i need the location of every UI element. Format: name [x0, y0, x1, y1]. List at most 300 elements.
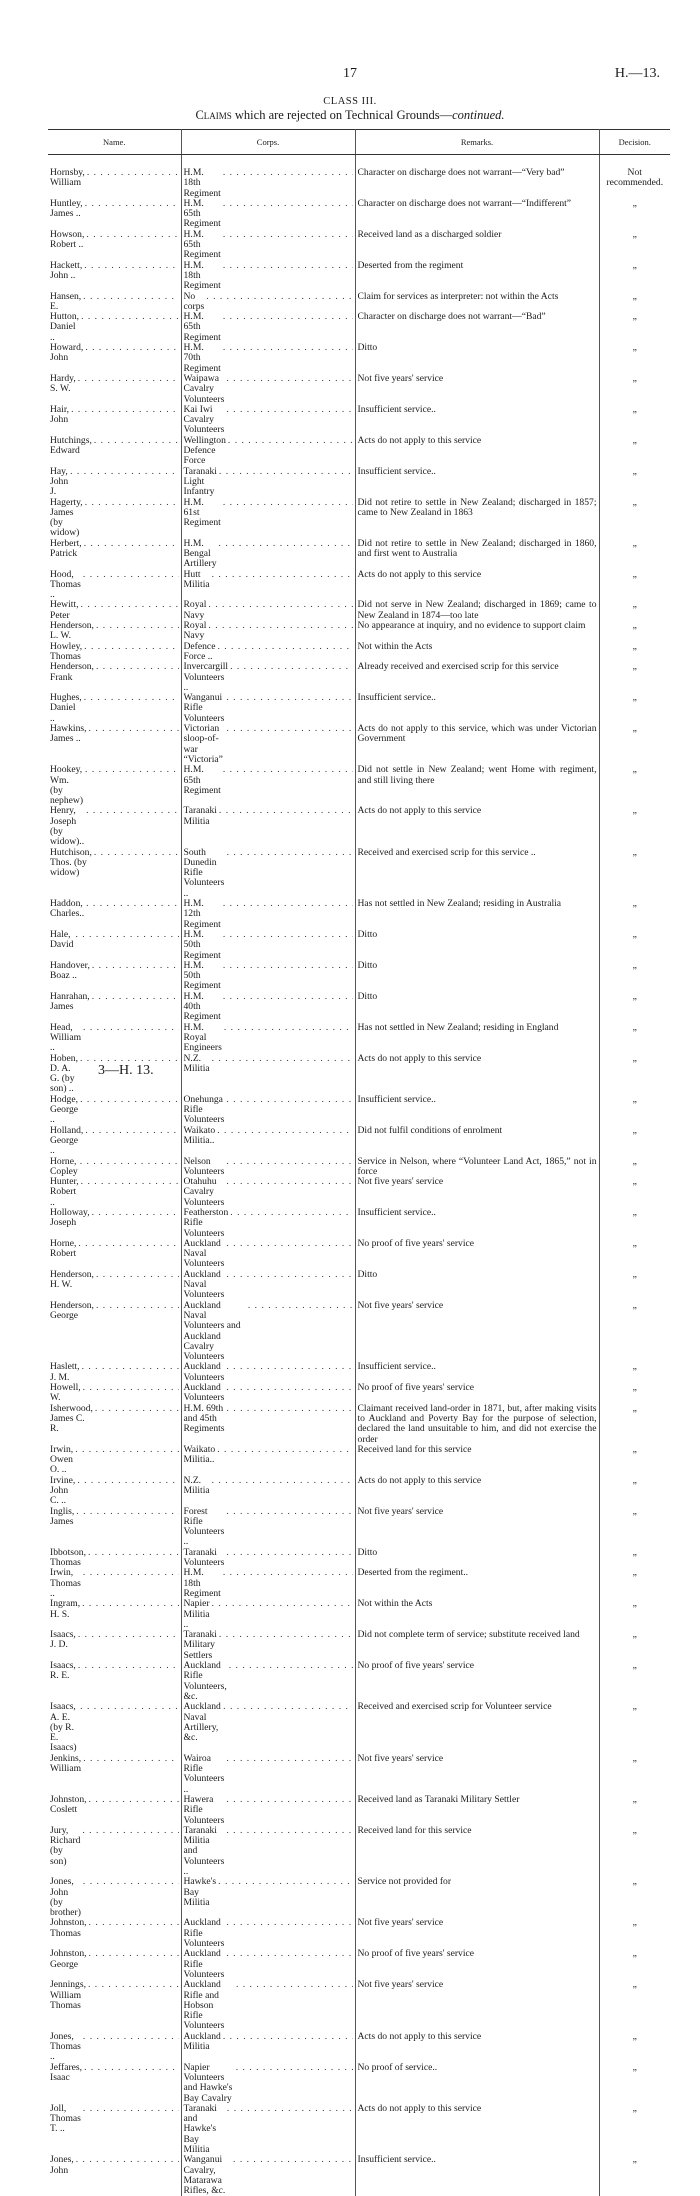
dot-leader: [81, 1568, 179, 1599]
corps-cell-text: Wanganui Rifle Volunteers: [184, 693, 225, 724]
claims-table: [48, 129, 670, 2196]
remarks-cell: Received land for this service: [355, 1826, 599, 1877]
remarks-cell: Deserted from the regiment..: [355, 1568, 599, 1599]
claimant-name: [48, 724, 181, 765]
table-row: [48, 600, 670, 621]
remarks-cell: Service not provided for: [355, 1877, 599, 1918]
table-row: [48, 992, 670, 1023]
table-body: [48, 155, 670, 2196]
dot-leader: [83, 498, 179, 539]
remarks-cell: Has not settled in New Zealand; residing in England: [355, 1023, 599, 1054]
decision-cell: „: [599, 1445, 670, 1476]
decision-cell: „: [599, 662, 670, 693]
corps-cell-text: N.Z. Militia: [184, 1054, 210, 1075]
claimant-name: [48, 1157, 181, 1178]
dot-leader: [210, 1054, 353, 1075]
claimant-name: [48, 1445, 181, 1476]
claimant-name-text: Jones, John (by brother): [50, 1877, 81, 1918]
table-row: [48, 1826, 670, 1877]
table-row: [48, 1023, 670, 1054]
decision-cell: Not recommended.: [599, 168, 670, 199]
decision-cell: „: [599, 199, 670, 230]
claimant-name-text: Horne, Copley: [50, 1157, 78, 1178]
remarks-cell: Acts do not apply to this service: [355, 2032, 599, 2063]
table-row: [48, 1949, 670, 1980]
dot-leader: [224, 1095, 352, 1126]
corps-cell-text: H.M. 50th Regiment: [184, 930, 221, 961]
remarks-cell: Service in Nelson, where “Volunteer Land Act, 1865,” not in force: [355, 1157, 599, 1178]
remarks-cell: Character on discharge does not warrant—“Very bad”: [355, 168, 599, 199]
dot-leader: [224, 1270, 352, 1301]
corps-cell: [181, 312, 355, 343]
corps-cell-text: Auckland Rifle Volunteers, &c.: [184, 1661, 227, 1702]
table-row: [48, 1702, 670, 1753]
table-row: [48, 1568, 670, 1599]
dot-leader: [224, 374, 352, 405]
claimant-name-text: Hale, David: [50, 930, 73, 951]
corps-cell: [181, 405, 355, 436]
corps-cell-text: Taranaki Volunteers: [184, 1548, 225, 1569]
claimant-name-text: Johnston, Coslett: [50, 1795, 87, 1816]
dot-leader: [76, 374, 179, 395]
claimant-name: [48, 498, 181, 539]
corps-cell-text: Auckland Rifle Volunteers: [184, 1918, 225, 1949]
claimant-name-text: Jenkins, William: [50, 1754, 81, 1775]
dot-leader: [221, 930, 353, 961]
claimant-name: [48, 1507, 181, 1548]
claimant-name: [48, 662, 181, 693]
claimant-name: [48, 312, 181, 343]
remarks-cell: Did not retire to settle in New Zealand; discharged in 1860, and first went to Australia: [355, 539, 599, 570]
corps-cell: [181, 1795, 355, 1826]
claimant-name: [48, 2104, 181, 2155]
remarks-cell: Received land as Taranaki Military Settler: [355, 1795, 599, 1826]
claimant-name: [48, 765, 181, 806]
table-row: [48, 961, 670, 992]
corps-cell: [181, 1404, 355, 1445]
table-row: [48, 1157, 670, 1178]
claimant-name: [48, 405, 181, 436]
claimant-name-text: Isherwood, James C. R.: [50, 1404, 93, 1435]
claimant-name: [48, 806, 181, 847]
corps-cell: [181, 1301, 355, 1363]
dot-leader: [224, 1754, 352, 1795]
dot-leader: [216, 1877, 352, 1908]
dot-leader: [92, 848, 179, 879]
corps-cell: [181, 1568, 355, 1599]
claimant-name-text: Henry, Joseph (by widow)..: [50, 806, 84, 847]
table-row: [48, 1548, 670, 1569]
table-row: [48, 199, 670, 230]
remarks-cell: Did not fulfil conditions of enrolment: [355, 1126, 599, 1157]
remarks-cell: Character on discharge does not warrant—“Bad”: [355, 312, 599, 343]
corps-cell-text: Otahuhu Cavalry Volunteers: [184, 1177, 225, 1208]
claimant-name-text: Hackett, John ..: [50, 261, 82, 282]
decision-cell: „: [599, 1095, 670, 1126]
dot-leader: [82, 539, 179, 560]
decision-cell: „: [599, 498, 670, 539]
claimant-name-text: Hoben, D. A. G. (by son) ..: [50, 1054, 78, 1095]
decision-cell: „: [599, 806, 670, 847]
dot-leader: [215, 1126, 352, 1147]
corps-cell-text: Hutt Militia: [184, 570, 210, 591]
decision-cell: „: [599, 2155, 670, 2196]
claimant-name-text: Isaacs, J. D.: [50, 1630, 76, 1651]
claimant-name-text: Head, William ..: [50, 1023, 81, 1054]
claimant-name: [48, 1599, 181, 1630]
corps-cell-text: Kai Iwi Cavalry Volunteers: [184, 405, 225, 436]
dot-leader: [84, 899, 178, 920]
claimant-name-text: Howard, John: [50, 343, 83, 364]
corps-cell: [181, 621, 355, 642]
decision-cell: „: [599, 312, 670, 343]
dot-leader: [85, 168, 179, 189]
claimant-name: [48, 642, 181, 663]
table-row: [48, 1270, 670, 1301]
remarks-cell: Ditto: [355, 961, 599, 992]
decision-cell: „: [599, 1476, 670, 1507]
remarks-cell: Received and exercised scrip for Volunteer service: [355, 1702, 599, 1753]
dot-leader: [76, 1630, 179, 1651]
corps-cell: [181, 292, 355, 313]
decision-cell: „: [599, 2063, 670, 2104]
claimant-name-text: Henderson, Frank: [50, 662, 94, 683]
decision-cell: „: [599, 765, 670, 806]
claimant-name-text: Hardy, S. W.: [50, 374, 76, 395]
corps-cell-text: Victorian sloop-of-war “Victoria”: [184, 724, 225, 765]
corps-cell: [181, 765, 355, 806]
claimant-name-text: Holland, George ..: [50, 1126, 83, 1157]
corps-cell-text: H.M. 65th Regiment: [184, 230, 221, 261]
claimant-name: [48, 1795, 181, 1826]
dot-leader: [228, 662, 352, 693]
table-row: [48, 662, 670, 693]
dot-leader: [80, 1362, 179, 1383]
decision-cell: „: [599, 405, 670, 436]
decision-cell: „: [599, 1023, 670, 1054]
table-row: [48, 1301, 670, 1363]
footer-signature: 3—H. 13.: [98, 1063, 154, 1079]
decision-cell: „: [599, 343, 670, 374]
corps-cell: [181, 1208, 355, 1239]
dot-leader: [69, 405, 178, 426]
claimant-name: [48, 1208, 181, 1239]
table-row: [48, 621, 670, 642]
remarks-cell: Not within the Acts: [355, 642, 599, 663]
remarks-cell: No appearance at inquiry, and no evidence to support claim: [355, 621, 599, 642]
remarks-cell: Has not settled in New Zealand; residing in Australia: [355, 899, 599, 930]
decision-cell: „: [599, 961, 670, 992]
claimant-name: [48, 1270, 181, 1301]
dot-leader: [215, 1445, 352, 1466]
decision-cell: „: [599, 1404, 670, 1445]
table-row: [48, 1383, 670, 1404]
decision-cell: „: [599, 1177, 670, 1208]
corps-cell: [181, 261, 355, 292]
claimant-name: [48, 199, 181, 230]
remarks-cell: Ditto: [355, 1548, 599, 1569]
name-column-header: Name.: [48, 130, 181, 155]
claimant-name-text: Howell, W.: [50, 1383, 81, 1404]
dot-leader: [76, 1239, 178, 1260]
dot-leader: [81, 1383, 179, 1404]
corps-cell-text: H.M. 70th Regiment: [184, 343, 221, 374]
corps-cell: [181, 498, 355, 539]
claimant-name: [48, 1630, 181, 1661]
dot-leader: [74, 2155, 179, 2176]
table-row: [48, 806, 670, 847]
remarks-cell: Acts do not apply to this service: [355, 806, 599, 847]
dot-leader: [224, 693, 352, 724]
dot-leader: [81, 2032, 179, 2063]
claimant-name: [48, 961, 181, 992]
corps-cell: [181, 1270, 355, 1301]
corps-cell: [181, 1702, 355, 1753]
claimant-name-text: Howley, Thomas: [50, 642, 82, 663]
claimant-name: [48, 693, 181, 724]
corps-cell-text: Auckland Naval Volunteers and Auckland Cavalry Volunteers: [184, 1301, 246, 1363]
dot-leader: [81, 1754, 178, 1775]
dot-leader: [217, 1630, 353, 1661]
dot-leader: [246, 1301, 353, 1363]
dot-leader: [210, 1599, 353, 1630]
corps-cell-text: Napier Militia ..: [184, 1599, 210, 1630]
table-row: [48, 312, 670, 343]
dot-leader: [206, 621, 352, 642]
dot-leader: [224, 1239, 352, 1270]
corps-cell-text: H.M. 40th Regiment: [184, 992, 221, 1023]
remarks-cell: Not five years' service: [355, 1980, 599, 2031]
corps-cell: [181, 1599, 355, 1630]
claimant-name-text: Johnston, George: [50, 1949, 87, 1970]
corps-cell: [181, 642, 355, 663]
corps-cell-text: H.M. Royal Engineers: [184, 1023, 222, 1054]
claimant-name-text: Hughes, Daniel ..: [50, 693, 82, 724]
claimant-name: [48, 1404, 181, 1445]
dot-leader: [79, 600, 179, 621]
decision-cell: „: [599, 467, 670, 498]
dot-leader: [79, 312, 178, 343]
claimant-name: [48, 1301, 181, 1363]
dot-leader: [87, 1949, 179, 1970]
claimant-name-text: Inglis, James: [50, 1507, 74, 1528]
decision-cell: „: [599, 1918, 670, 1949]
decision-cell: „: [599, 1568, 670, 1599]
dot-leader: [78, 1157, 179, 1178]
table-row: [48, 374, 670, 405]
corps-cell: [181, 1023, 355, 1054]
dot-leader: [225, 2104, 353, 2155]
corps-cell-text: Wanganui Cavalry, Matarawa Rifles, &c.: [184, 2155, 232, 2196]
remarks-cell: Claimant received land-order in 1871, but, after making visits to Auckland and Poverty Bay for the purpose of selection, declared the land unsuitable to him, and did not exercise the order: [355, 1404, 599, 1445]
claimant-name: [48, 1877, 181, 1918]
claimant-name-text: Holloway, Joseph: [50, 1208, 90, 1229]
corps-cell-text: Taranaki Militia: [184, 806, 217, 827]
remarks-cell: Acts do not apply to this service: [355, 570, 599, 601]
claimant-name-text: Hookey, Wm. (by nephew): [50, 765, 83, 806]
dot-leader: [221, 961, 353, 992]
claimant-name-text: Johnston, Thomas: [50, 1918, 87, 1939]
corps-cell-text: Nelson Volunteers: [184, 1157, 225, 1178]
table-row: [48, 1362, 670, 1383]
claimant-name: [48, 1239, 181, 1270]
corps-cell: [181, 467, 355, 498]
remarks-cell: Deserted from the regiment: [355, 261, 599, 292]
dot-leader: [221, 261, 353, 292]
dot-leader: [87, 724, 179, 745]
corps-cell: [181, 1054, 355, 1095]
table-row: [48, 1980, 670, 2031]
corps-cell-text: Auckland Rifle and Hobson Rifle Volunteers: [184, 1980, 234, 2031]
table-row: [48, 2063, 670, 2104]
corps-cell-text: Auckland Volunteers: [184, 1383, 225, 1404]
claimant-name: [48, 930, 181, 961]
dot-leader: [234, 2063, 353, 2104]
claimant-name-text: Howson, Robert ..: [50, 230, 84, 251]
remarks-cell: Did not settle in New Zealand; went Home with regiment, and still living there: [355, 765, 599, 806]
claimant-name-text: Jeffares, Isaac: [50, 2063, 82, 2084]
dot-leader: [227, 1661, 353, 1702]
claimant-name: [48, 1126, 181, 1157]
claimant-name: [48, 992, 181, 1023]
decision-cell: „: [599, 1630, 670, 1661]
corps-cell: [181, 1949, 355, 1980]
dot-leader: [94, 1270, 179, 1291]
claimant-name: [48, 1949, 181, 1980]
corps-cell: [181, 2063, 355, 2104]
claimant-name: [48, 343, 181, 374]
dot-leader: [81, 570, 179, 601]
remarks-cell: Claim for services as interpreter: not within the Acts: [355, 292, 599, 313]
claimant-name-text: Irvine, John C. ..: [50, 1476, 75, 1507]
corps-cell-text: Waikato Militia..: [184, 1126, 216, 1147]
claimant-name: [48, 467, 181, 498]
dot-leader: [221, 199, 353, 230]
table-row: [48, 1208, 670, 1239]
remarks-cell: Not five years' service: [355, 374, 599, 405]
claimant-name-text: Herbert, Patrick: [50, 539, 82, 560]
dot-leader: [221, 992, 353, 1023]
dot-leader: [83, 199, 179, 220]
claimant-name-text: Hodge, George ..: [50, 1095, 78, 1126]
decision-cell: „: [599, 2032, 670, 2063]
dot-leader: [73, 1445, 178, 1476]
table-row: [48, 1404, 670, 1445]
decision-cell: „: [599, 621, 670, 642]
corps-cell-text: Auckland Militia: [184, 2032, 221, 2053]
dot-leader: [231, 2155, 352, 2196]
table-row: [48, 642, 670, 663]
remarks-cell: Insufficient service..: [355, 693, 599, 724]
corps-cell: [181, 1980, 355, 2031]
decision-cell: „: [599, 693, 670, 724]
table-row: [48, 343, 670, 374]
claimant-name: [48, 1661, 181, 1702]
dot-leader: [234, 1980, 353, 2031]
dot-leader: [90, 992, 179, 1013]
decision-cell: „: [599, 642, 670, 663]
remarks-cell: Insufficient service..: [355, 467, 599, 498]
dot-leader: [217, 806, 353, 827]
corps-cell: [181, 570, 355, 601]
remarks-cell: Not five years' service: [355, 1301, 599, 1363]
dot-leader: [81, 1877, 179, 1918]
remarks-cell: Acts do not apply to this service: [355, 1476, 599, 1507]
claimant-name-text: Isaacs, A. E. (by R. E. Isaacs): [50, 1702, 78, 1753]
table-row: [48, 570, 670, 601]
claimant-name-text: Jones, Thomas ..: [50, 2032, 81, 2063]
corps-cell: [181, 1362, 355, 1383]
claimant-name-text: Horne, Robert: [50, 1239, 76, 1260]
remarks-cell: Not five years' service: [355, 1754, 599, 1795]
claimant-name-text: Haslett, J. M.: [50, 1362, 80, 1383]
claimant-name-text: Hewitt, Peter: [50, 600, 79, 621]
decision-cell: „: [599, 1702, 670, 1753]
dot-leader: [221, 2032, 353, 2053]
dot-leader: [93, 1404, 179, 1435]
claimant-name-text: Ibbotson, Thomas: [50, 1548, 86, 1569]
decision-cell: „: [599, 1949, 670, 1980]
corps-cell: [181, 2104, 355, 2155]
claimant-name-text: Hutchison, Thos. (by widow): [50, 848, 92, 879]
table-row: [48, 292, 670, 313]
claimant-name: [48, 1980, 181, 2031]
corps-cell: [181, 600, 355, 621]
table-row: [48, 1795, 670, 1826]
decision-cell: „: [599, 1383, 670, 1404]
decision-column-header: Decision.: [599, 130, 670, 155]
dot-leader: [210, 1476, 353, 1497]
remarks-cell: Ditto: [355, 992, 599, 1023]
remarks-cell: Not five years' service: [355, 1177, 599, 1208]
table-row: [48, 1239, 670, 1270]
dot-leader: [204, 292, 352, 313]
claimant-name: [48, 848, 181, 899]
dot-leader: [87, 1795, 179, 1816]
dot-leader: [217, 539, 353, 570]
claimant-name: [48, 1548, 181, 1569]
remarks-cell: No proof of five years' service: [355, 1661, 599, 1702]
dot-leader: [82, 2063, 178, 2084]
spacer-row: [48, 155, 670, 169]
decision-cell: „: [599, 1661, 670, 1702]
decision-cell: „: [599, 570, 670, 601]
document-reference: H.—13.: [615, 66, 660, 82]
claimant-name-text: Handover, Boaz ..: [50, 961, 90, 982]
corps-cell-text: Auckland Rifle Volunteers: [184, 1949, 225, 1980]
dot-leader: [222, 1023, 353, 1054]
dot-leader: [224, 1826, 352, 1877]
dot-leader: [228, 1208, 352, 1239]
corps-cell: [181, 1754, 355, 1795]
corps-cell: [181, 436, 355, 467]
claimant-name: [48, 2063, 181, 2104]
decision-cell: „: [599, 1270, 670, 1301]
dot-leader: [224, 1507, 352, 1548]
claimant-name-text: Hagerty, James (by widow): [50, 498, 83, 539]
corps-cell: [181, 899, 355, 930]
corps-cell-text: Hawke's Bay Militia: [184, 1877, 217, 1908]
table-row: [48, 539, 670, 570]
corps-cell-text: Taranaki and Hawke's Bay Militia: [184, 2104, 225, 2155]
dot-leader: [225, 1404, 353, 1435]
dot-leader: [82, 261, 178, 282]
remarks-cell: Already received and exercised scrip for this service: [355, 662, 599, 693]
claimant-name-text: Hutchings, Edward: [50, 436, 92, 457]
dot-leader: [221, 1702, 352, 1743]
claimant-name: [48, 899, 181, 930]
dot-leader: [86, 1980, 179, 2011]
